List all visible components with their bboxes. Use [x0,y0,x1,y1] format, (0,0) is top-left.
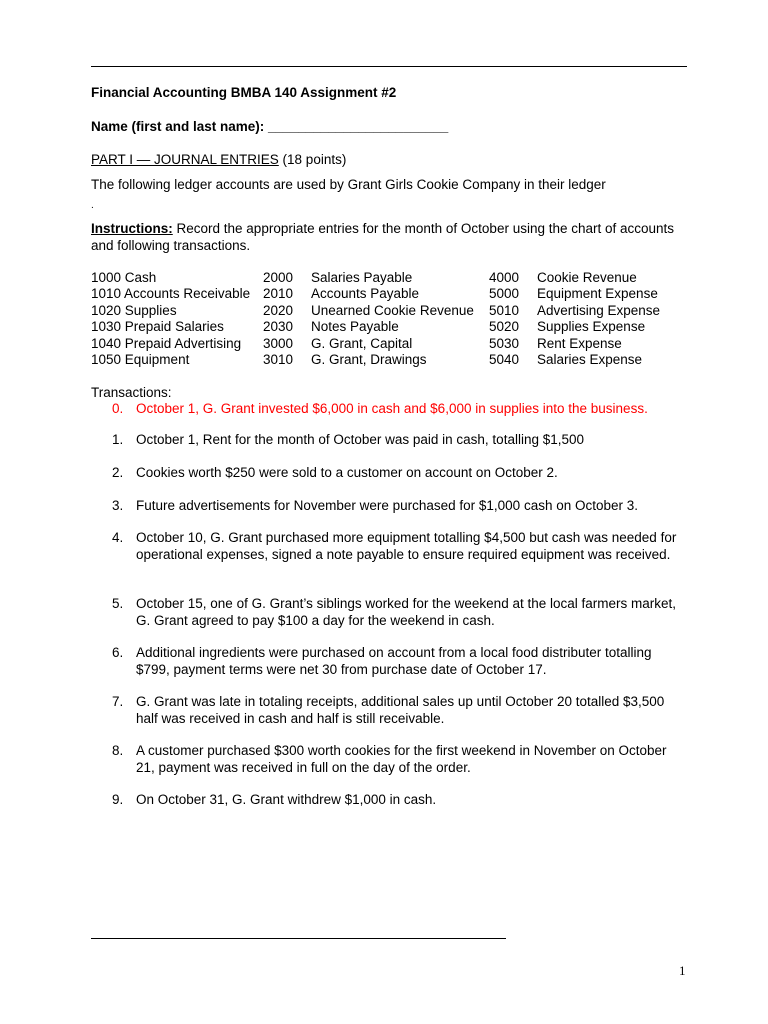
account-number: 2020 [263,302,294,318]
page-number: 1 [679,963,686,978]
transaction-number: 5. [112,596,124,611]
transaction-text: Additional ingredients were purchased on account from a local food distributer totalling $799, payment terms were net 30 from purchase date of October 17. [136,645,652,677]
instructions-text: Record the appropriate entries for the month of October using the chart of accounts and following transactions. [91,221,675,253]
transaction-number: 6. [112,645,124,660]
account-name: G. Grant, Capital [311,335,413,351]
part-heading-title: PART I — JOURNAL ENTRIES [91,152,279,167]
transaction-number: 7. [112,694,124,709]
part-points: (18 points) [278,152,347,167]
account-number: 3010 [263,351,294,367]
account-name: Equipment Expense [537,286,658,302]
name-field-label: Name (first and last name): ________________________ [91,119,449,134]
transaction-number: 0. [112,401,124,416]
transaction-text: October 1, Rent for the month of October was paid in cash, totalling $1,500 [136,432,585,447]
account-name: G. Grant, Drawings [311,351,427,367]
instructions [91,221,691,254]
part-heading [91,152,346,167]
account-name: Unearned Cookie Revenue [311,302,474,318]
account-asset: 1020 Supplies [91,302,177,318]
instructions-label: Instructions: [91,221,173,236]
account-number: 5030 [489,335,520,351]
account-asset: 1050 Equipment [91,351,190,367]
account-number: 2010 [263,286,294,302]
document-title: Financial Accounting BMBA 140 Assignment #2 [91,85,397,100]
transactions-label: Transactions: [91,385,172,400]
header-rule [91,66,687,67]
transaction-number: 1. [112,432,124,447]
transaction-text: October 10, G. Grant purchased more equipment totalling $4,500 but cash was needed for operational expenses, signed a note payable to ensure required equipment was received. [136,530,677,562]
stray-dot: . [91,200,94,211]
account-name: Rent Expense [537,335,622,351]
account-asset: 1030 Prepaid Salaries [91,319,224,335]
transaction-text: Cookies worth $250 were sold to a customer on account on October 2. [136,465,558,480]
account-number: 5010 [489,302,520,318]
account-number: 5000 [489,286,520,302]
account-asset: 1040 Prepaid Advertising [91,335,242,351]
account-name: Supplies Expense [537,319,646,335]
transaction-number: 2. [112,465,124,480]
account-asset: 1010 Accounts Receivable [91,286,251,302]
intro-text: The following ledger accounts are used by Grant Girls Cookie Company in their ledger [91,177,606,192]
transaction-text: Future advertisements for November were purchased for $1,000 cash on October 3. [136,498,639,513]
transaction-number: 8. [112,743,124,758]
account-number: 2000 [263,270,294,285]
account-number: 3000 [263,335,294,351]
account-name: Salaries Expense [537,351,643,367]
account-number: 5020 [489,319,520,335]
account-name: Salaries Payable [311,270,413,285]
account-asset: 1000 Cash [91,270,157,285]
account-number: 2030 [263,319,294,335]
account-name: Notes Payable [311,319,399,335]
transaction-text: A customer purchased $300 worth cookies for the first weekend in November on October 21, payment was received in full on the day of the order. [136,743,667,775]
account-number: 4000 [489,270,520,285]
transaction-number: 9. [112,792,124,807]
account-name: Accounts Payable [311,286,420,302]
transaction-text: On October 31, G. Grant withdrew $1,000 in cash. [136,792,437,807]
transaction-text: October 1, G. Grant invested $6,000 in cash and $6,000 in supplies into the business. [136,401,648,416]
account-name: Advertising Expense [537,302,661,318]
transaction-text: G. Grant was late in totaling receipts, additional sales up until October 20 totalled $3,500 half was received in cash and half is still receivable. [136,694,665,726]
transaction-text: October 15, one of G. Grant’s siblings worked for the weekend at the local farmers market, G. Grant agreed to pay $100 a day for the weekend in cash. [136,596,677,628]
transaction-number: 4. [112,530,124,545]
transaction-number: 3. [112,498,124,513]
footnote-rule [91,938,506,939]
account-name: Cookie Revenue [537,270,637,285]
account-number: 5040 [489,351,520,367]
